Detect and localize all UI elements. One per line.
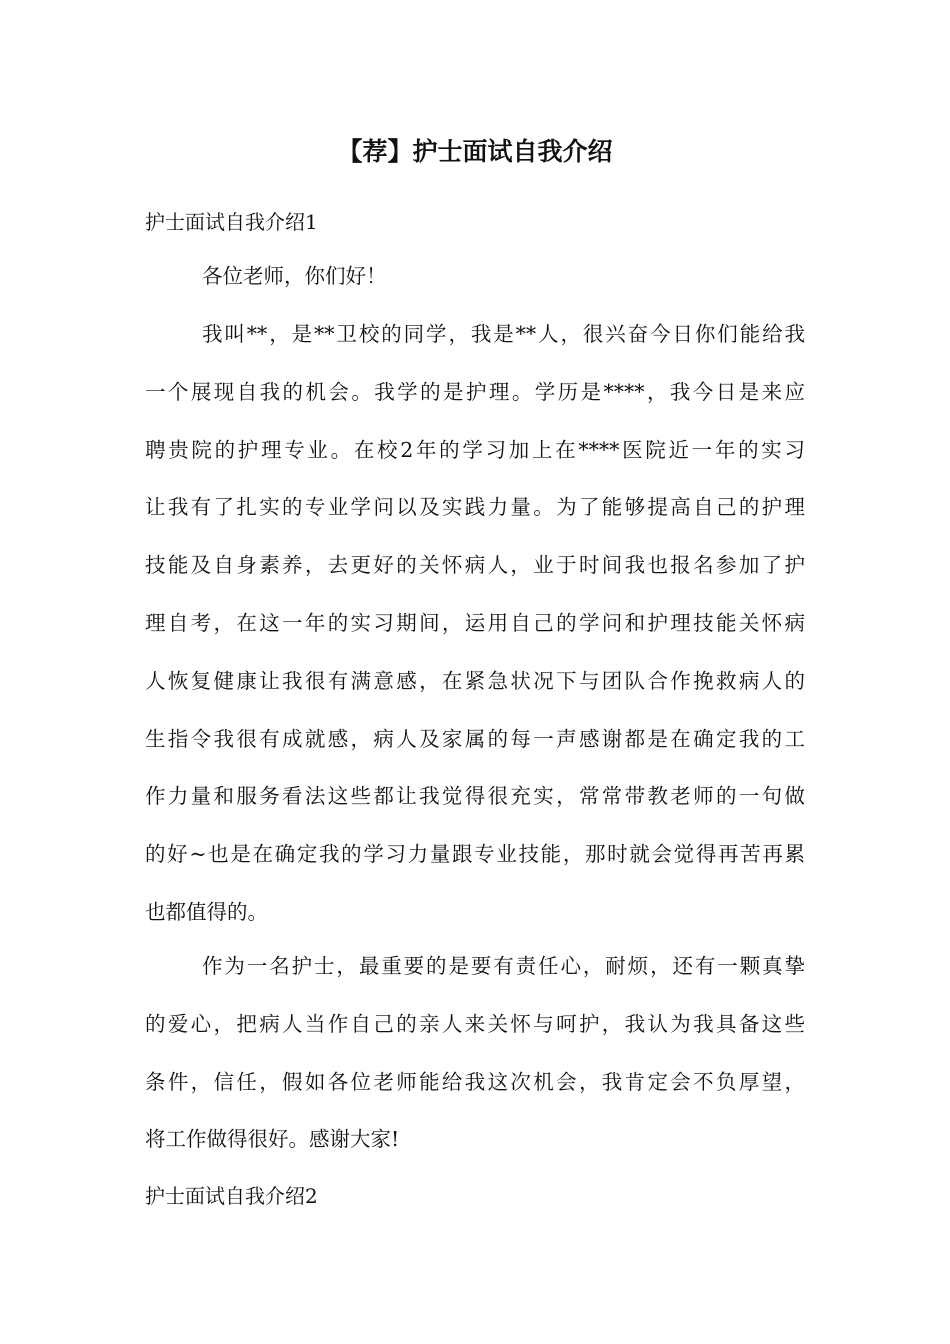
paragraph-line: 技能及自身素养，去更好的关怀病人，业于时间我也报名参加了护	[145, 553, 805, 578]
paragraph-line: 人恢复健康让我很有满意感，在紧急状况下与团队合作挽救病人的	[145, 668, 805, 693]
paragraph-line: 的爱心，把病人当作自己的亲人来关怀与呵护，我认为我具备这些	[145, 1011, 805, 1036]
section-heading-2: 护士面试自我介绍2	[145, 1184, 318, 1208]
paragraph-line: 让我有了扎实的专业学问以及实践力量。为了能够提高自己的护理	[145, 495, 805, 520]
paragraph-line: 聘贵院的护理专业。在校2年的学习加上在****医院近一年的实习	[145, 437, 805, 462]
paragraph-line: 作力量和服务看法这些都让我觉得很充实，常常带教老师的一句做	[145, 784, 805, 809]
paragraph-line: 条件，信任，假如各位老师能给我这次机会，我肯定会不负厚望，	[145, 1069, 805, 1094]
greeting-paragraph	[145, 248, 805, 306]
paragraph-line: 理自考，在这一年的实习期间，运用自己的学问和护理技能关怀病	[145, 610, 805, 635]
paragraph-line: 作为一名护士，最重要的是要有责任心，耐烦，还有一颗真挚	[202, 954, 805, 978]
paragraph-line: 的好~也是在确定我的学习力量跟专业技能，那时就会觉得再苦再累	[145, 842, 805, 867]
intro-paragraph-1	[145, 306, 805, 942]
paragraph-line: 一个展现自我的机会。我学的是护理。学历是****，我今日是来应	[145, 379, 805, 404]
paragraph-line: 我叫**，是**卫校的同学，我是**人，很兴奋今日你们能给我	[202, 322, 805, 346]
intro-paragraph-2	[145, 938, 805, 1169]
greeting-line: 各位老师，你们好！	[202, 264, 387, 288]
document-title: 【荐】护士面试自我介绍	[337, 137, 613, 166]
paragraph-line: 也都值得的。	[145, 899, 268, 924]
section-heading-1: 护士面试自我介绍1	[145, 210, 318, 234]
paragraph-line: 生指令我很有成就感，病人及家属的每一声感谢都是在确定我的工	[145, 726, 805, 751]
paragraph-line: 将工作做得很好。感谢大家!	[145, 1127, 400, 1152]
